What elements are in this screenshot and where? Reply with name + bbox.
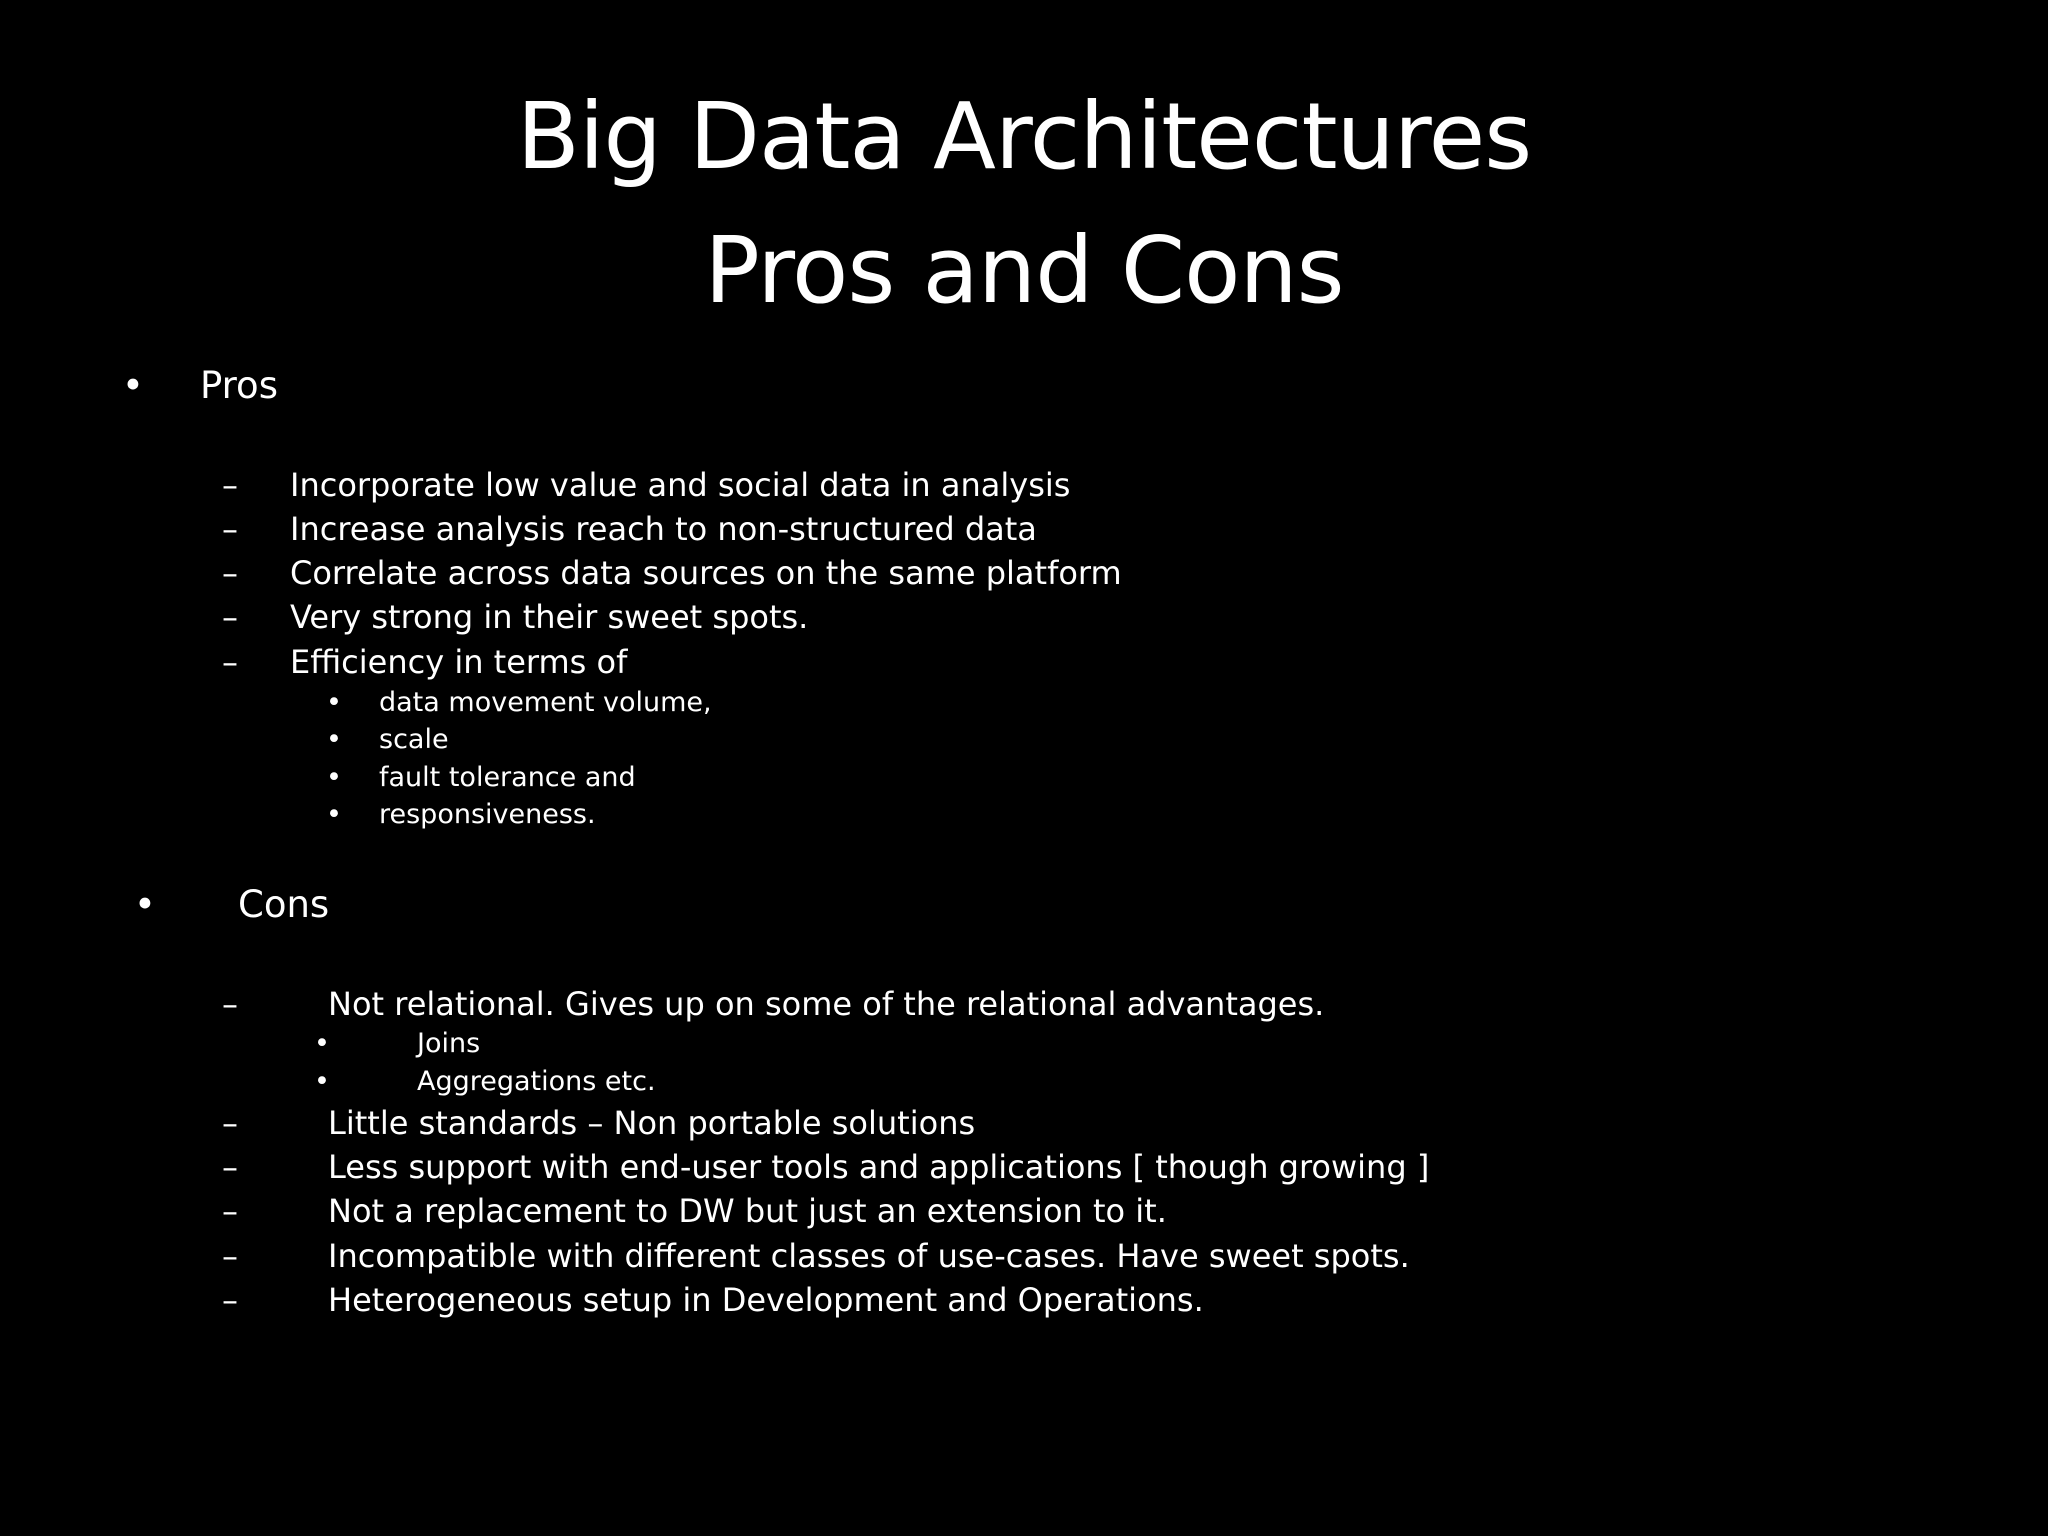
- pros-item: Incorporate low value and social data in analysis: [290, 466, 1071, 504]
- dash-marker: –: [222, 1192, 238, 1230]
- sub-bullet: •: [314, 1066, 330, 1097]
- pros-subitem: responsiveness.: [379, 799, 596, 830]
- pros-bullet: •: [122, 364, 144, 407]
- sub-bullet: •: [326, 799, 342, 830]
- cons-item: Less support with end-user tools and applications [ though growing ]: [328, 1148, 1430, 1186]
- title-line-1: Big Data Architectures: [516, 83, 1532, 190]
- pros-subitem: data movement volume,: [379, 687, 712, 718]
- pros-item: Increase analysis reach to non-structured data: [290, 510, 1037, 548]
- dash-marker: –: [222, 1104, 238, 1142]
- pros-item: Efficiency in terms of: [290, 643, 628, 681]
- dash-marker: –: [222, 1148, 238, 1186]
- dash-marker: –: [222, 598, 238, 636]
- cons-heading: Cons: [238, 883, 330, 926]
- cons-item: Little standards – Non portable solutions: [328, 1104, 976, 1142]
- cons-subitem: Aggregations etc.: [417, 1066, 656, 1097]
- sub-bullet: •: [326, 724, 342, 755]
- dash-marker: –: [222, 643, 238, 681]
- cons-subitem: Joins: [417, 1028, 481, 1059]
- cons-item: Not relational. Gives up on some of the relational advantages.: [328, 985, 1325, 1023]
- dash-marker: –: [222, 554, 238, 592]
- cons-item: Incompatible with different classes of use-cases. Have sweet spots.: [328, 1237, 1410, 1275]
- pros-item: Correlate across data sources on the same platform: [290, 554, 1122, 592]
- slide-title: [0, 70, 2048, 338]
- dash-marker: –: [222, 985, 238, 1023]
- pros-heading: Pros: [200, 364, 278, 407]
- sub-bullet: •: [326, 687, 342, 718]
- sub-bullet: •: [314, 1028, 330, 1059]
- title-line-2: Pros and Cons: [704, 217, 1344, 324]
- pros-subitem: fault tolerance and: [379, 762, 636, 793]
- cons-item: Heterogeneous setup in Development and Operations.: [328, 1281, 1204, 1319]
- sub-bullet: •: [326, 762, 342, 793]
- dash-marker: –: [222, 466, 238, 504]
- cons-bullet: •: [134, 883, 156, 926]
- dash-marker: –: [222, 1237, 238, 1275]
- pros-subitem: scale: [379, 724, 449, 755]
- dash-marker: –: [222, 1281, 238, 1319]
- pros-item: Very strong in their sweet spots.: [290, 598, 809, 636]
- cons-item: Not a replacement to DW but just an extension to it.: [328, 1192, 1167, 1230]
- dash-marker: –: [222, 510, 238, 548]
